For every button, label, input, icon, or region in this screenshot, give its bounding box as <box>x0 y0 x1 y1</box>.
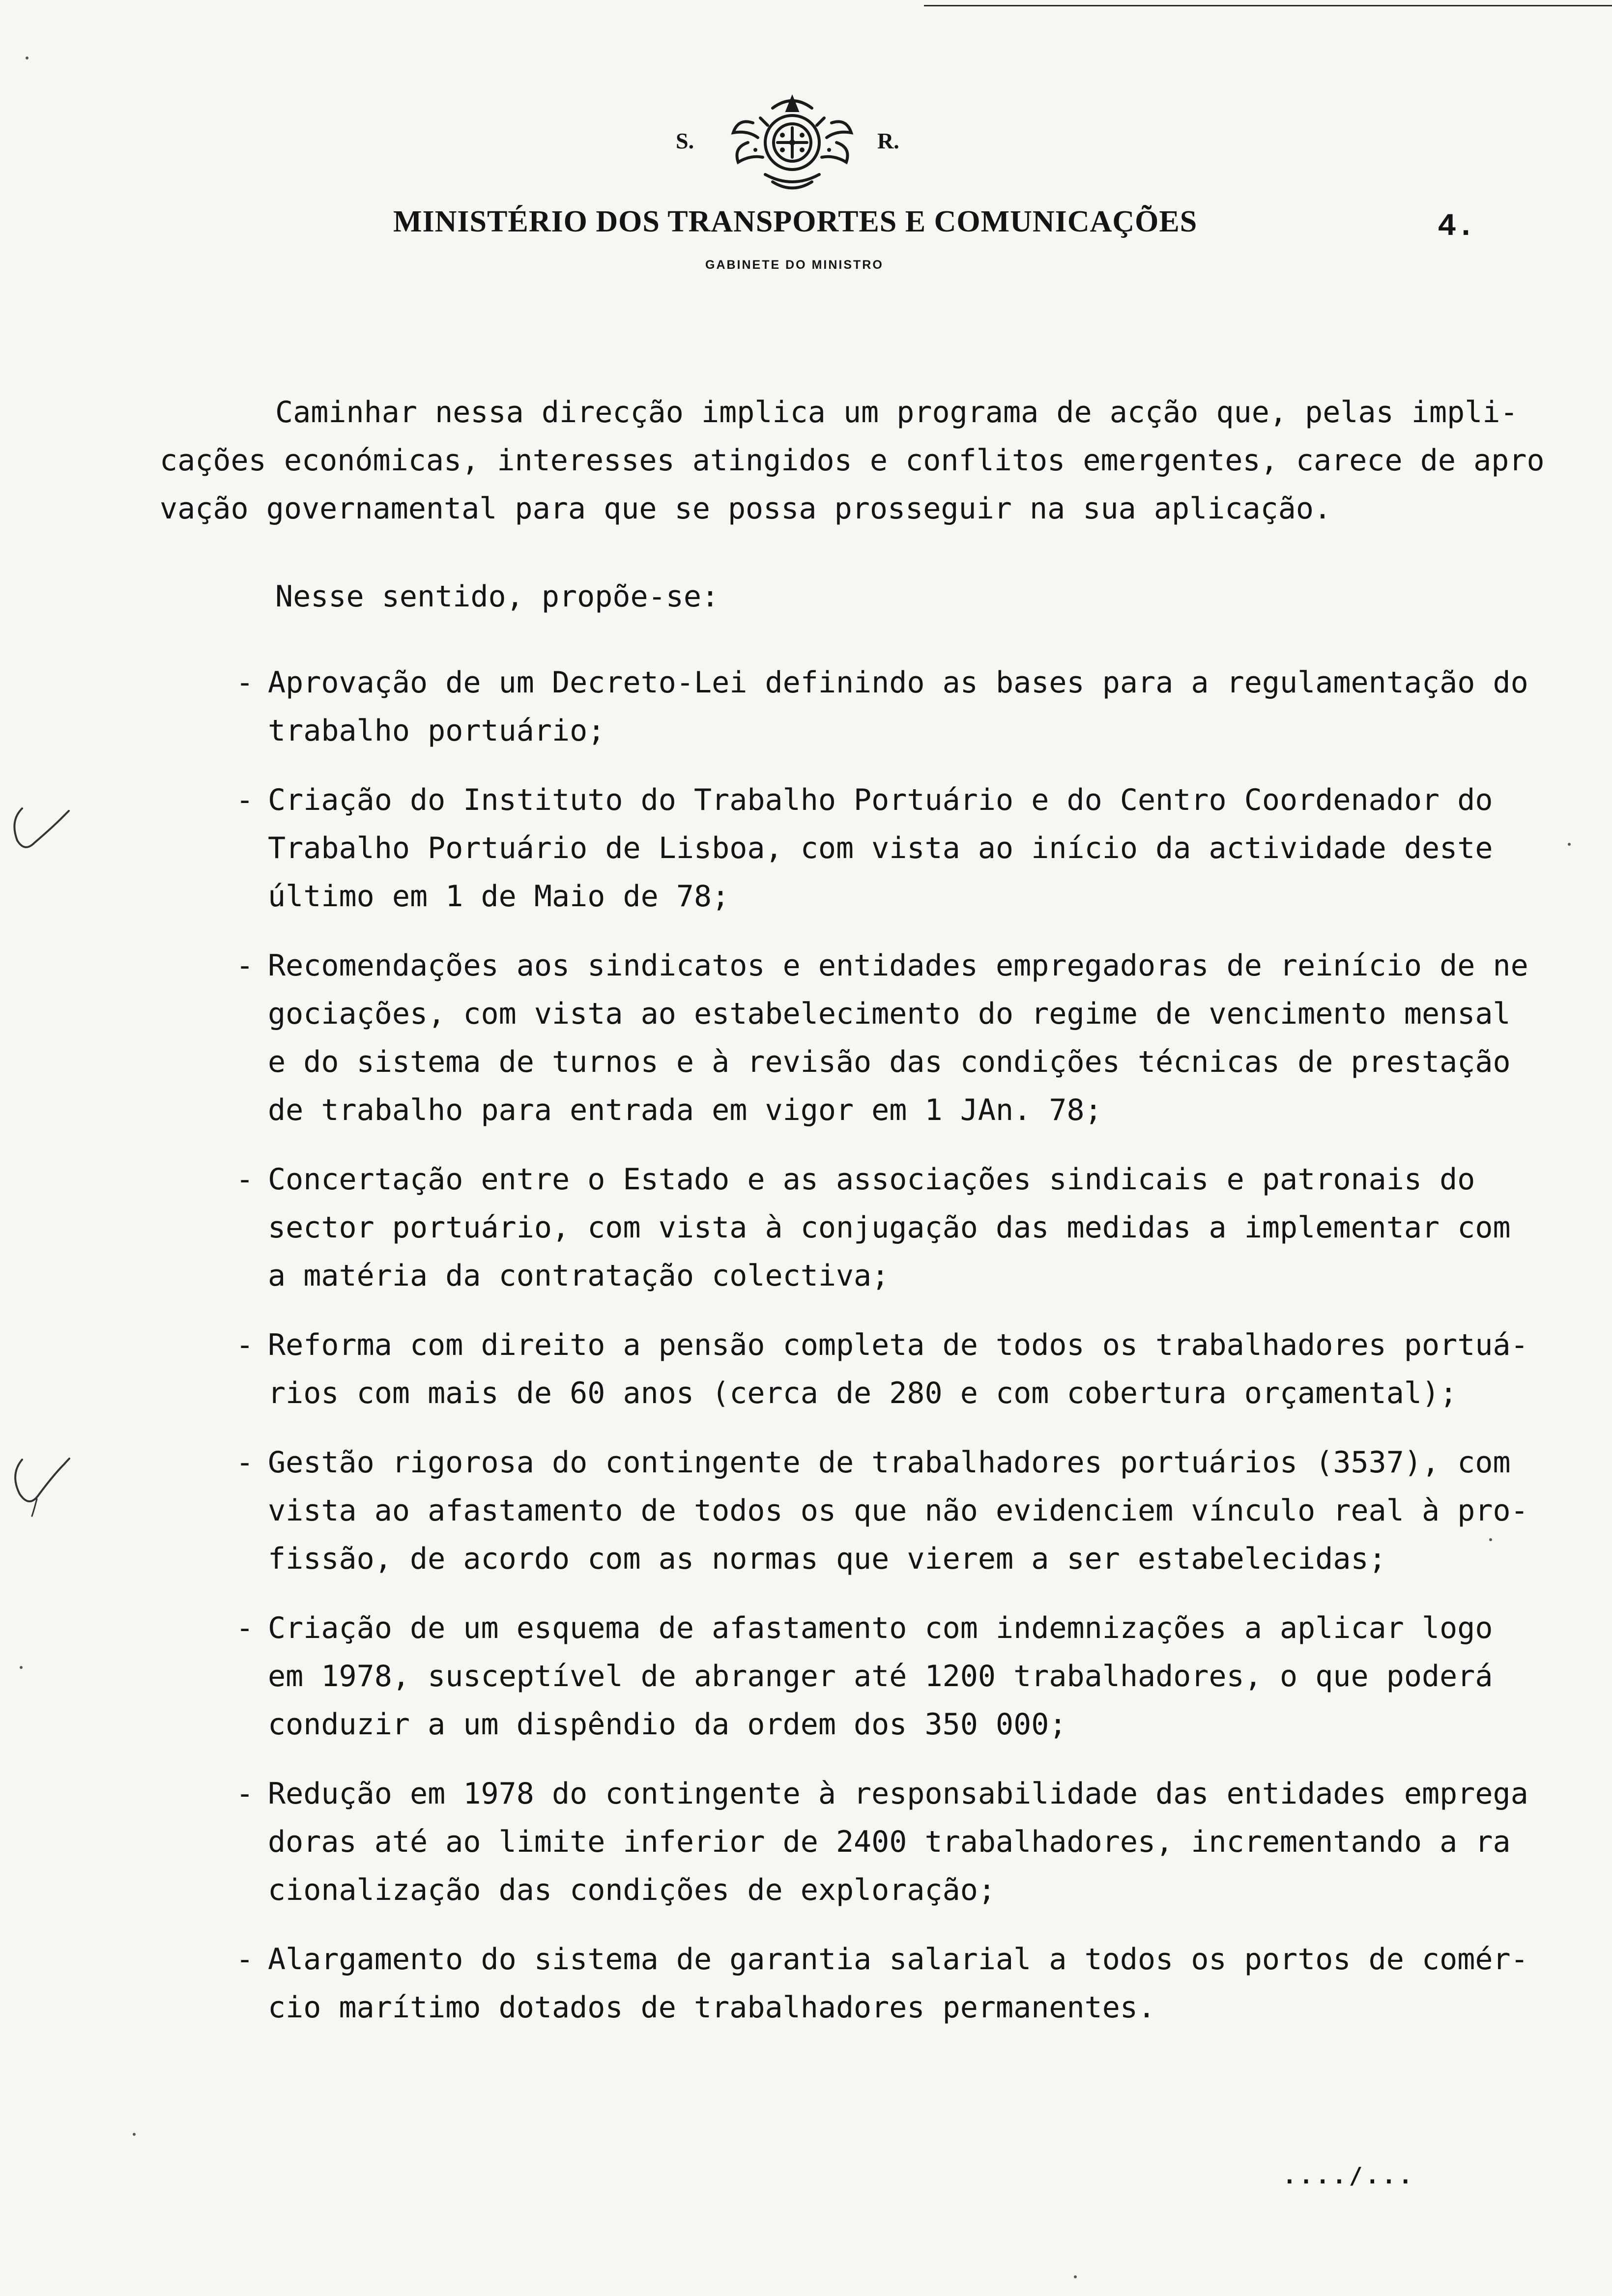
bullet-dash: - <box>236 1777 254 1811</box>
list-item-line: Alargamento do sistema de garantia salarial a todos os portos de comér- <box>268 1942 1528 1977</box>
seal-letter-right: R. <box>877 128 899 153</box>
list-item <box>236 1604 1528 1749</box>
scan-speck <box>133 2133 136 2136</box>
continuation-mark: ..../... <box>1283 2162 1415 2189</box>
page-number: 4. <box>1438 209 1475 245</box>
list-item-line: Gestão rigorosa do contingente de trabalhadores portuários (3537), com <box>268 1445 1511 1480</box>
list-item-line: Criação do Instituto do Trabalho Portuário e do Centro Coordenador do <box>268 783 1493 817</box>
scan-speck <box>26 57 29 59</box>
list-item <box>236 1155 1528 1300</box>
bullet-dash: - <box>236 1445 254 1480</box>
list-item-line: doras até ao limite inferior de 2400 trabalhadores, incrementando a ra <box>268 1825 1511 1859</box>
proposal-lead: Nesse sentido, propõe-se: <box>275 579 720 614</box>
list-item-line: rios com mais de 60 anos (cerca de 280 e com cobertura orçamental); <box>268 1376 1458 1410</box>
margin-tick-mark <box>7 796 96 865</box>
list-item-line: vista ao afastamento de todos os que não evidenciem vínculo real à pro- <box>268 1493 1528 1528</box>
paragraph-line: vação governamental para que se possa prosseguir na sua aplicação. <box>160 491 1332 526</box>
list-item-line: trabalho portuário; <box>268 714 605 748</box>
list-item-line: gociações, com vista ao estabelecimento do regime de vencimento mensal <box>268 997 1511 1031</box>
list-item <box>236 659 1528 755</box>
list-item-line: de trabalho para entrada em vigor em 1 JAn. 78; <box>268 1093 1102 1127</box>
list-item-line: cionalização das condições de exploração; <box>268 1873 996 1907</box>
seal-letter-left: S. <box>676 128 694 153</box>
paragraph-line: cações económicas, interesses atingidos e conflitos emergentes, carece de apro <box>160 443 1545 478</box>
list-item <box>236 942 1528 1134</box>
list-item-line: Redução em 1978 do contingente à responsabilidade das entidades emprega <box>268 1777 1528 1811</box>
list-item <box>236 1438 1528 1583</box>
top-rule <box>924 5 1612 6</box>
list-item-line: sector portuário, com vista à conjugação das medidas a implementar com <box>268 1210 1511 1245</box>
scan-speck <box>1074 2275 1077 2278</box>
list-item-line: Recomendações aos sindicatos e entidades empregadoras de reinício de ne <box>268 948 1528 983</box>
list-item-line: conduzir a um dispêndio da ordem dos 350 000; <box>268 1707 1067 1742</box>
list-item <box>236 1935 1528 2032</box>
list-item <box>236 1321 1528 1417</box>
list-item <box>236 1770 1528 1914</box>
list-item-line: último em 1 de Maio de 78; <box>268 879 730 914</box>
list-item <box>236 776 1528 920</box>
opening-paragraph <box>160 388 1545 533</box>
bullet-dash: - <box>236 783 254 817</box>
coat-of-arms-seal <box>719 88 866 197</box>
list-item-line: Reforma com direito a pensão completa de todos os trabalhadores portuá- <box>268 1328 1528 1362</box>
paragraph-line: Caminhar nessa direcção implica um programa de acção que, pelas impli- <box>275 395 1518 430</box>
margin-tick-mark <box>7 1445 96 1523</box>
scan-speck <box>1489 1538 1492 1541</box>
list-item-line: a matéria da contratação colectiva; <box>268 1259 890 1293</box>
proposal-list <box>236 659 1528 2053</box>
bullet-dash: - <box>236 665 254 700</box>
list-item-line: Trabalho Portuário de Lisboa, com vista ao início da actividade deste <box>268 831 1493 865</box>
list-item-line: Criação de um esquema de afastamento com indemnizações a aplicar logo <box>268 1611 1493 1645</box>
bullet-dash: - <box>236 948 254 983</box>
list-item-line: cio marítimo dotados de trabalhadores permanentes. <box>268 1990 1156 2025</box>
list-item-line: Concertação entre o Estado e as associações sindicais e patronais do <box>268 1162 1475 1197</box>
bullet-dash: - <box>236 1328 254 1362</box>
list-item-line: fissão, de acordo com as normas que vierem a ser estabelecidas; <box>268 1542 1386 1576</box>
scan-speck <box>20 1666 23 1669</box>
list-item-line: Aprovação de um Decreto-Lei definindo as bases para a regulamentação do <box>268 665 1528 700</box>
bullet-dash: - <box>236 1162 254 1197</box>
ministry-title: MINISTÉRIO DOS TRANSPORTES E COMUNICAÇÕES <box>393 205 1198 238</box>
bullet-dash: - <box>236 1611 254 1645</box>
list-item-line: e do sistema de turnos e à revisão das condições técnicas de prestação <box>268 1045 1511 1079</box>
list-item-line: em 1978, susceptível de abranger até 1200 trabalhadores, o que poderá <box>268 1659 1493 1693</box>
bullet-dash: - <box>236 1942 254 1977</box>
cabinet-subtitle: GABINETE DO MINISTRO <box>705 258 884 272</box>
scan-speck <box>1568 843 1571 846</box>
